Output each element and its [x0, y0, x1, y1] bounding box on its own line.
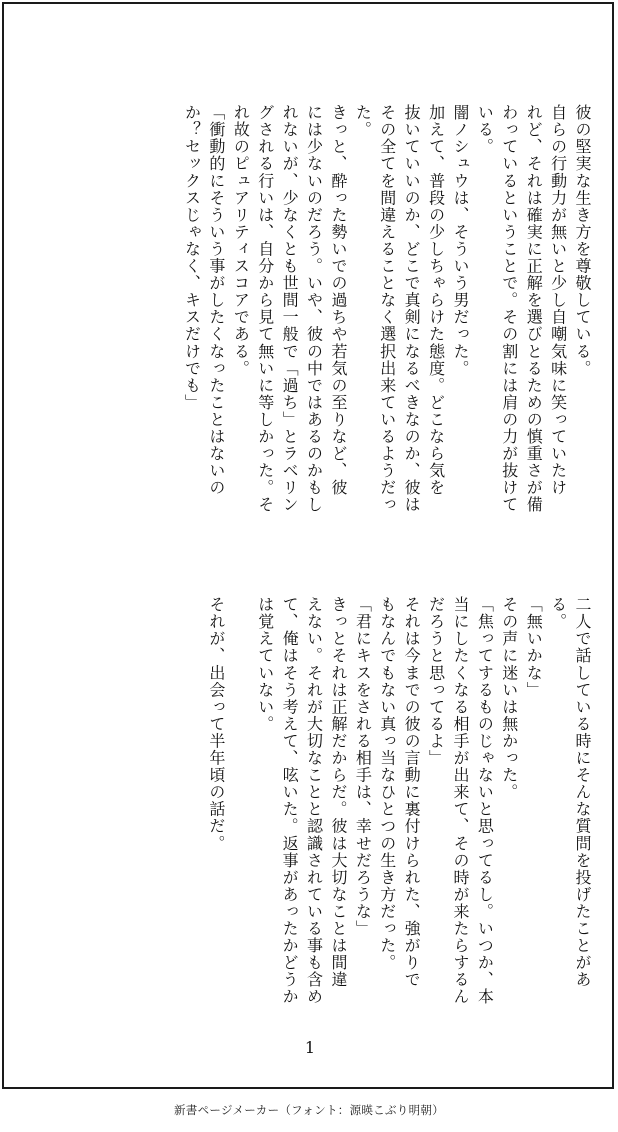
- text-line: 「衝動的にそういう事がしたくなったことはないの: [206, 104, 226, 497]
- text-line: 闇ノシュウは、そういう男だった。: [450, 104, 470, 377]
- text-line: た。: [353, 104, 373, 139]
- text-line: 「焦ってするものじゃないと思ってるし。いつか、本: [475, 596, 495, 1006]
- page-number: 1: [304, 1038, 316, 1057]
- text-line: いる。: [475, 104, 495, 156]
- text-line: もなんでもない真っ当なひとつの生き方だった。: [377, 596, 397, 972]
- text-line: 「無いかな」: [524, 596, 544, 699]
- text-line: わっているということで。その割には肩の力が抜けて: [499, 104, 519, 514]
- text-line: その全てを間違えることなく選択出来ているようだっ: [377, 104, 397, 514]
- text-line: 加えて、普段の少しちゃらけた態度。どこなら気を: [426, 104, 446, 497]
- text-line: だろうと思ってるよ」: [426, 596, 446, 767]
- text-line: 彼の堅実な生き方を尊敬している。: [573, 104, 592, 377]
- text-line: 当にしたくなる相手が出来て、その時が来たらするん: [450, 596, 470, 1006]
- text-line: て、俺はそう考えて、呟いた。返事があったかどうか: [280, 596, 300, 1006]
- text-line: えない。それが大切なことと認識されている事も含め: [304, 596, 324, 1006]
- text-line: は覚えていない。: [255, 596, 275, 733]
- text-line: 抜いていいのか、どこで真剣になるべきなのか、彼は: [402, 104, 422, 514]
- text-line: れ故のピュアリティスコアである。: [231, 104, 251, 377]
- footer-credit: 新書ページメーカー（フォント：源暎こぶり明朝）: [173, 1103, 445, 1117]
- text-line: れないが、少なくとも世間一般で「過ち」とラベリン: [280, 104, 300, 514]
- text-line: きっとそれは正解だからだ。彼は大切なことは間違: [328, 596, 348, 989]
- text-line: 「君にキスをされる相手は、幸せだろうな」: [353, 596, 373, 937]
- text-line: 二人で話している時にそんな質問を投げたことがあ: [573, 596, 592, 989]
- text-line: る。: [548, 596, 568, 631]
- text-line: グされる行いは、自分から見て無いに等しかった。そ: [255, 104, 275, 514]
- lower-text-block: [204, 596, 595, 1076]
- text-line: それは今までの彼の言動に裏付けられた、強がりで: [402, 596, 422, 989]
- text-line: きっと、酔った勢いでの過ちや若気の至りなど、彼: [328, 104, 348, 497]
- text-line: れど、それは確実に正解を選びとるための慎重さが備: [524, 104, 544, 514]
- text-line: その声に迷いは無かった。: [499, 596, 519, 801]
- text-line: には少ないのだろう。いや、彼の中ではあるのかもし: [304, 104, 324, 514]
- text-line: それが、出会って半年頃の話だ。: [206, 596, 226, 852]
- text-line: [228, 596, 252, 1076]
- book-page: [2, 2, 614, 1089]
- upper-text-block: [179, 104, 594, 584]
- text-line: か？セックスじゃなく、キスだけでも」: [182, 104, 202, 411]
- text-line: 自らの行動力が無いと少し自嘲気味に笑っていたけ: [548, 104, 568, 497]
